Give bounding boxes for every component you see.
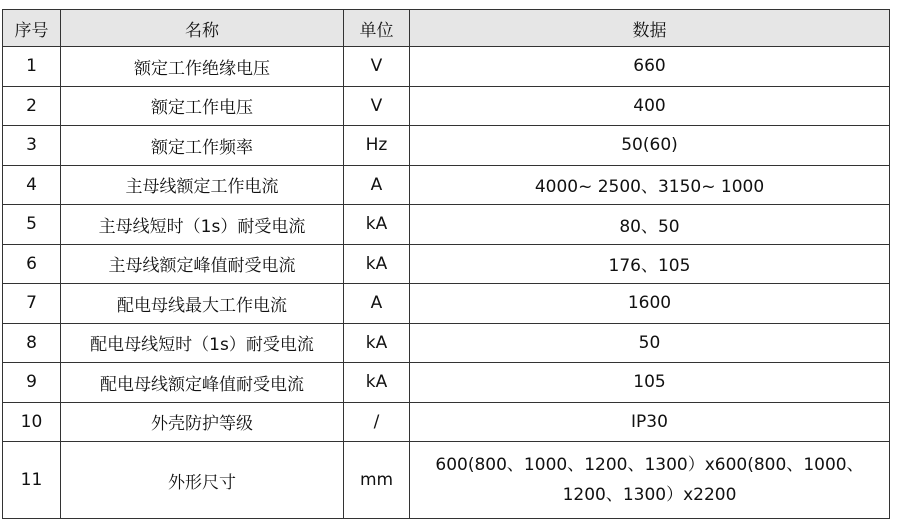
row-unit: kA	[344, 323, 410, 363]
row-data: 600(800、1000、1200、1300）x600(800、1000、1200、1300）x2200	[410, 442, 890, 519]
table-body	[3, 47, 890, 519]
row-name: 外壳防护等级	[61, 402, 344, 442]
row-index: 2	[3, 86, 61, 126]
row-data: 105	[410, 363, 890, 403]
row-index: 5	[3, 205, 61, 245]
table-row	[3, 363, 890, 403]
table-header	[3, 10, 890, 47]
row-name: 配电母线额定峰值耐受电流	[61, 363, 344, 403]
row-name: 主母线额定工作电流	[61, 165, 344, 205]
table-row	[3, 442, 890, 519]
table-row	[3, 47, 890, 87]
table-row	[3, 126, 890, 166]
header-data: 数据	[410, 10, 890, 47]
row-data: IP30	[410, 402, 890, 442]
row-index: 6	[3, 244, 61, 284]
row-data: 50(60)	[410, 126, 890, 166]
row-data: 4000~ 2500、3150~ 1000	[410, 165, 890, 205]
spec-table	[2, 9, 890, 519]
row-data: 1600	[410, 284, 890, 324]
row-name: 额定工作绝缘电压	[61, 47, 344, 87]
row-index: 1	[3, 47, 61, 87]
table-row	[3, 205, 890, 245]
row-data: 50	[410, 323, 890, 363]
header-name: 名称	[61, 10, 344, 47]
row-unit: mm	[344, 442, 410, 519]
row-index: 9	[3, 363, 61, 403]
header-row	[3, 10, 890, 47]
header-unit: 单位	[344, 10, 410, 47]
row-data: 176、105	[410, 244, 890, 284]
row-unit: kA	[344, 244, 410, 284]
row-unit: kA	[344, 205, 410, 245]
table-row	[3, 284, 890, 324]
row-name: 配电母线最大工作电流	[61, 284, 344, 324]
row-index: 7	[3, 284, 61, 324]
row-name: 主母线额定峰值耐受电流	[61, 244, 344, 284]
row-unit: Hz	[344, 126, 410, 166]
row-data: 400	[410, 86, 890, 126]
row-name: 额定工作频率	[61, 126, 344, 166]
row-name: 额定工作电压	[61, 86, 344, 126]
row-index: 11	[3, 442, 61, 519]
row-unit: V	[344, 86, 410, 126]
table-row	[3, 165, 890, 205]
row-unit: V	[344, 47, 410, 87]
row-name: 外形尺寸	[61, 442, 344, 519]
row-data: 660	[410, 47, 890, 87]
table-row	[3, 323, 890, 363]
row-unit: /	[344, 402, 410, 442]
row-index: 10	[3, 402, 61, 442]
row-index: 8	[3, 323, 61, 363]
row-index: 3	[3, 126, 61, 166]
row-unit: A	[344, 165, 410, 205]
row-unit: A	[344, 284, 410, 324]
row-data: 80、50	[410, 205, 890, 245]
table-row	[3, 402, 890, 442]
table-row	[3, 86, 890, 126]
header-index: 序号	[3, 10, 61, 47]
row-index: 4	[3, 165, 61, 205]
row-name: 配电母线短时（1s）耐受电流	[61, 323, 344, 363]
row-name: 主母线短时（1s）耐受电流	[61, 205, 344, 245]
row-unit: kA	[344, 363, 410, 403]
table-row	[3, 244, 890, 284]
